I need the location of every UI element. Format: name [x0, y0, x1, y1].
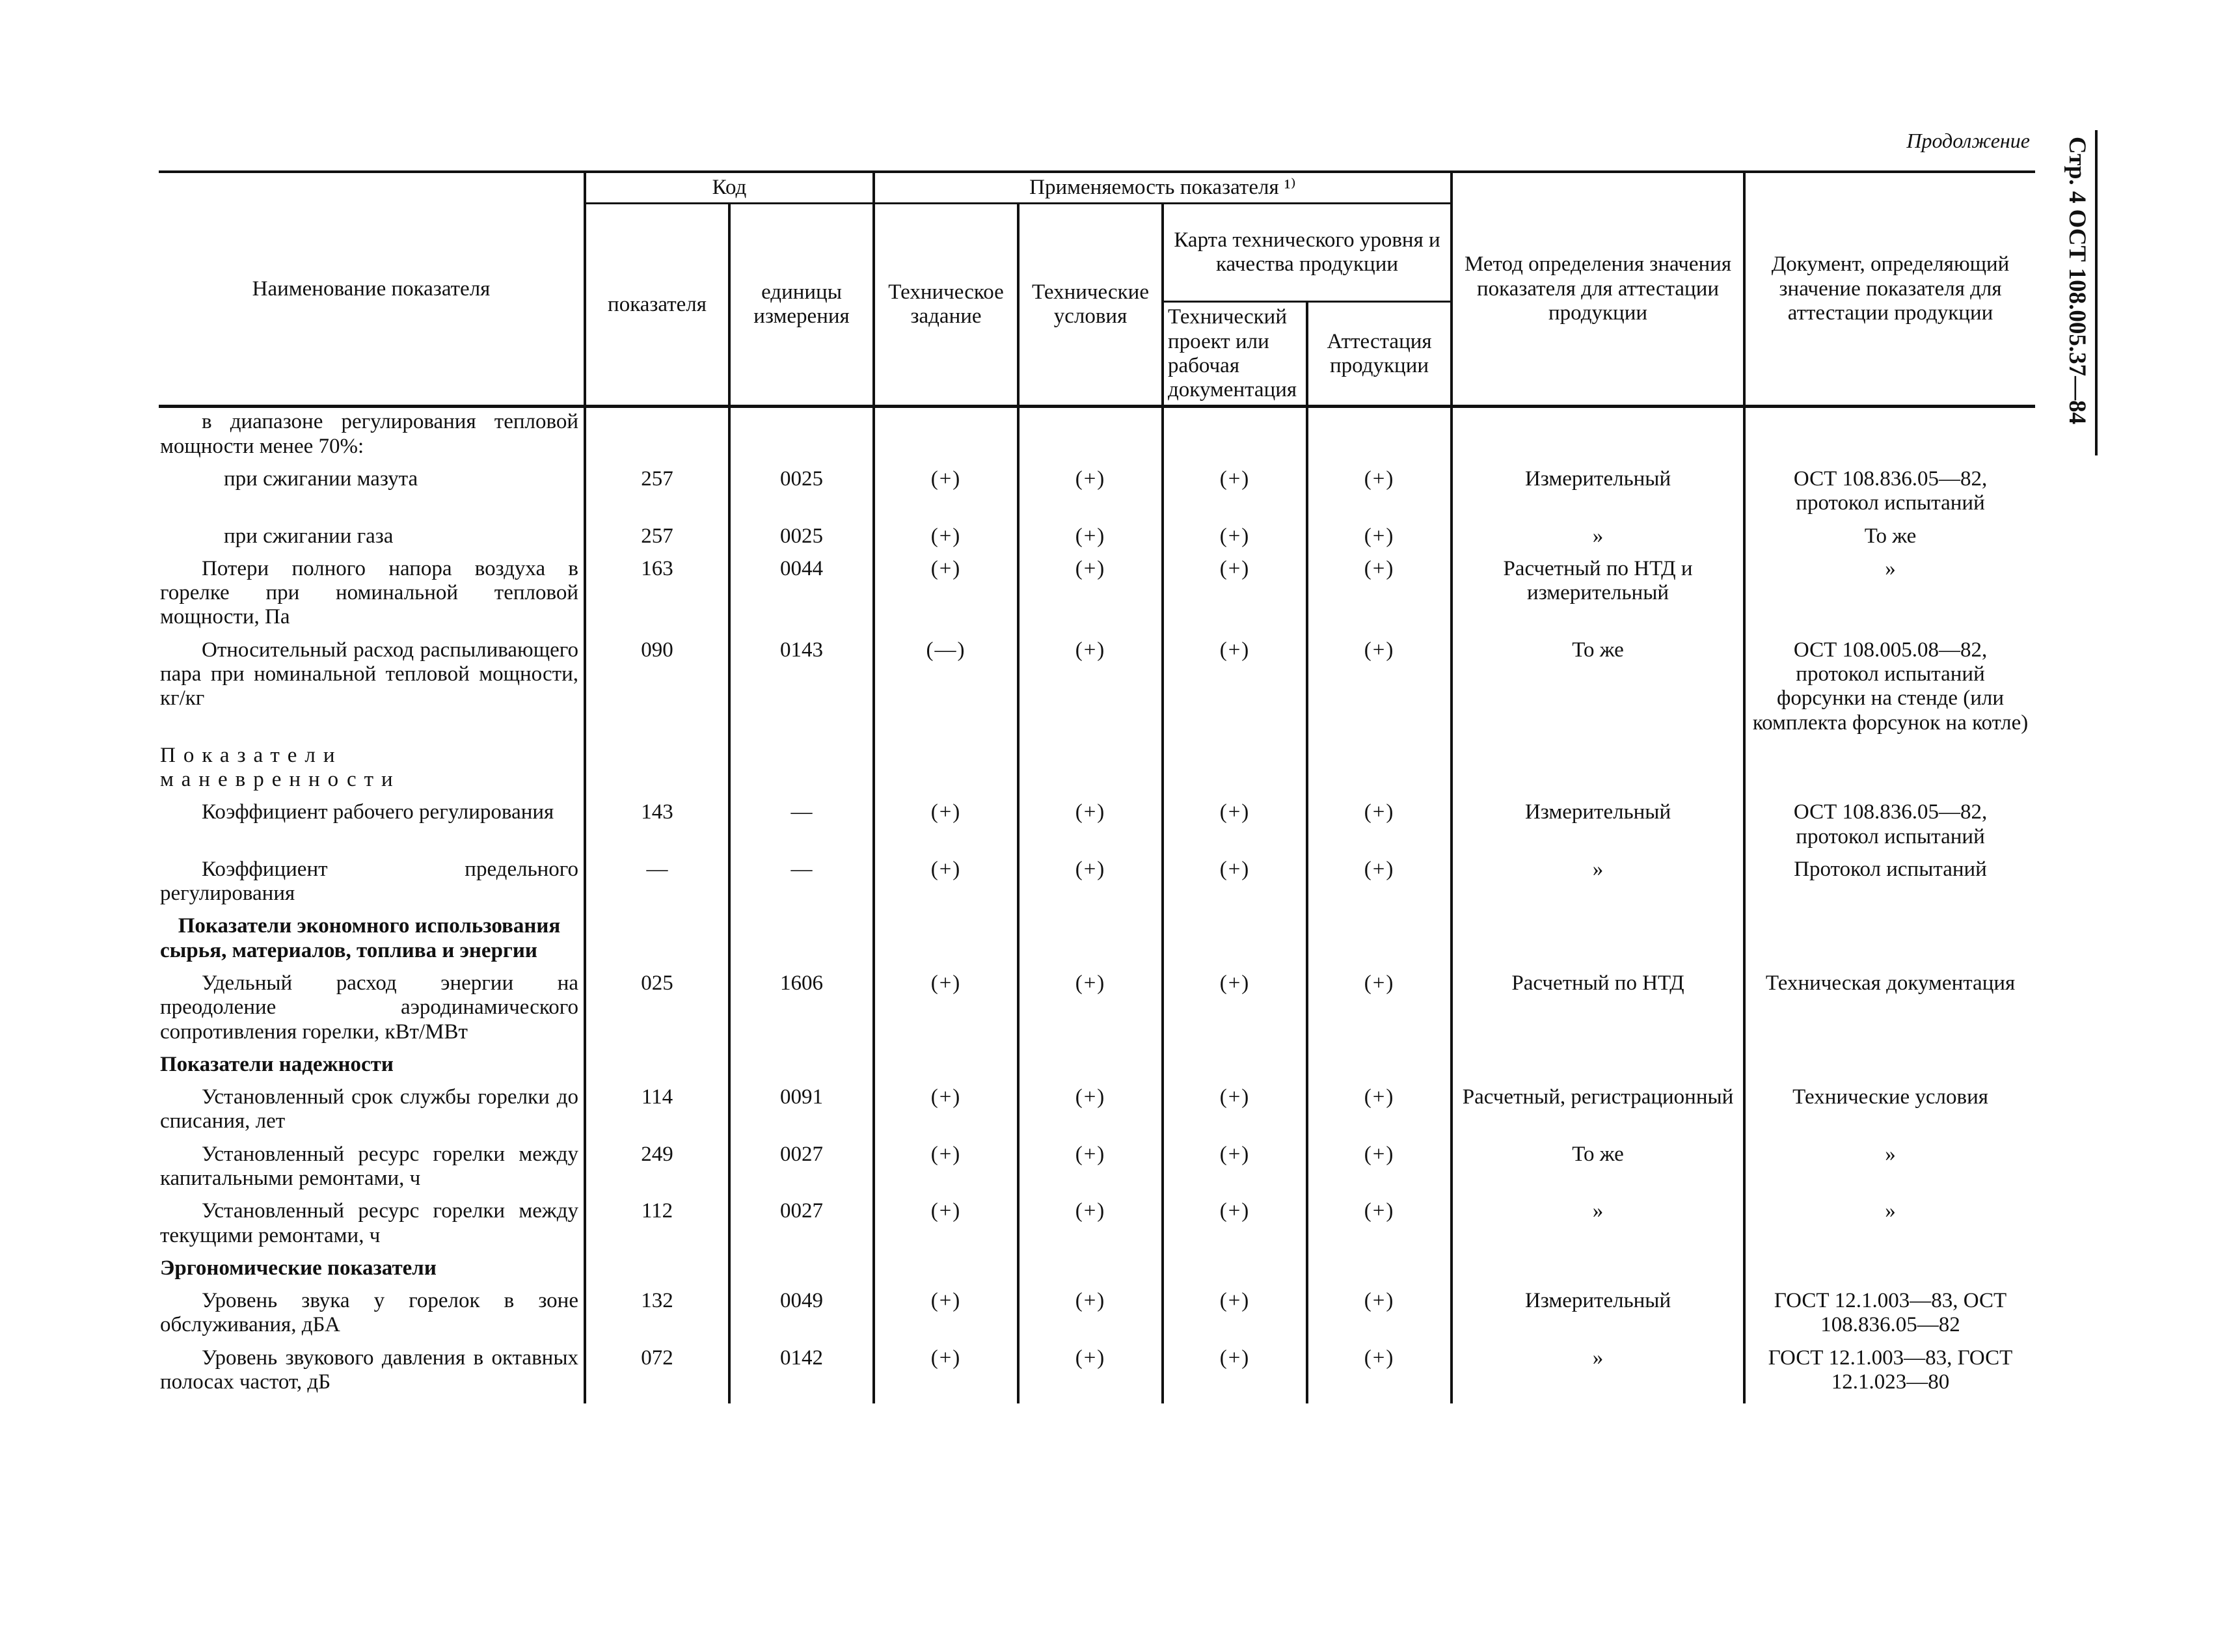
tech-task-cell: [874, 407, 1018, 461]
document-cell: ГОСТ 12.1.003—83, ОСТ 108.836.05—82: [1744, 1282, 2035, 1340]
section-row: [159, 1250, 2035, 1282]
code-unit-cell: [729, 1250, 874, 1282]
code-unit-cell: 0142: [729, 1340, 874, 1404]
document-cell: Техническая документация: [1744, 965, 2035, 1046]
header-card: Карта технического уровня и качества продукции: [1163, 204, 1452, 302]
tech-conditions-cell: (+): [1018, 965, 1163, 1046]
tech-task-cell: [874, 1250, 1018, 1282]
table-row: [159, 1340, 2035, 1404]
tech-conditions-cell: (+): [1018, 1136, 1163, 1193]
card-project-cell: (+): [1163, 1079, 1307, 1136]
card-attestation-cell: (+): [1307, 461, 1452, 518]
method-cell: Измерительный: [1452, 461, 1744, 518]
indicator-table-container: [159, 170, 2035, 1403]
method-cell: [1452, 1046, 1744, 1079]
card-project-cell: (+): [1163, 1193, 1307, 1250]
code-unit-cell: [729, 1046, 874, 1079]
table-row: [159, 632, 2035, 737]
tech-conditions-cell: (+): [1018, 518, 1163, 550]
section-title: Показатели экономного использования сырья, материалов, топлива и энергии: [160, 914, 561, 962]
card-project-cell: (+): [1163, 1282, 1307, 1340]
table-row: [159, 1282, 2035, 1340]
table-row: [159, 1193, 2035, 1250]
header-card-project: Технический проект или рабочая документация: [1163, 302, 1307, 407]
card-project-cell: (+): [1163, 1136, 1307, 1193]
card-attestation-cell: (+): [1307, 1282, 1452, 1340]
indicator-name: Установленный срок службы горелки до списания, лет: [160, 1085, 578, 1133]
code-indicator-cell: 072: [585, 1340, 729, 1404]
card-attestation-cell: (+): [1307, 632, 1452, 737]
code-unit-cell: 0091: [729, 1079, 874, 1136]
code-unit-cell: [729, 908, 874, 965]
method-cell: Расчетный по НТД: [1452, 965, 1744, 1046]
table-row: [159, 1136, 2035, 1193]
table-row: [159, 794, 2035, 851]
tech-task-cell: (+): [874, 461, 1018, 518]
code-unit-cell: 0027: [729, 1193, 874, 1250]
code-indicator-cell: 163: [585, 550, 729, 632]
code-unit-cell: 0049: [729, 1282, 874, 1340]
section-title: Показатели надежности: [160, 1052, 394, 1076]
code-unit-cell: [729, 407, 874, 461]
method-cell: [1452, 1250, 1744, 1282]
card-project-cell: [1163, 737, 1307, 794]
header-method: Метод определения значения показателя для аттестации продукции: [1452, 172, 1744, 407]
table-row: [159, 407, 2035, 461]
code-indicator-cell: 257: [585, 461, 729, 518]
tech-conditions-cell: (+): [1018, 851, 1163, 908]
tech-conditions-cell: [1018, 737, 1163, 794]
code-indicator-cell: 249: [585, 1136, 729, 1193]
tech-conditions-cell: (+): [1018, 1079, 1163, 1136]
document-cell: [1744, 1046, 2035, 1079]
header-document: Документ, определяющий значение показателя для аттестации продукции: [1744, 172, 2035, 407]
side-page-header: Стр. 4 ОСТ 108.005.37—84: [2064, 137, 2090, 425]
code-indicator-cell: [585, 1250, 729, 1282]
tech-conditions-cell: (+): [1018, 550, 1163, 632]
method-cell: Расчетный, регистрационный: [1452, 1079, 1744, 1136]
tech-conditions-cell: (+): [1018, 1282, 1163, 1340]
document-cell: Протокол испытаний: [1744, 851, 2035, 908]
code-indicator-cell: —: [585, 851, 729, 908]
tech-task-cell: (+): [874, 851, 1018, 908]
indicator-name: Коэффициент предельного регулирования: [160, 857, 578, 906]
card-project-cell: (+): [1163, 632, 1307, 737]
card-attestation-cell: [1307, 1250, 1452, 1282]
header-name: Наименование показателя: [159, 172, 585, 407]
card-attestation-cell: [1307, 737, 1452, 794]
table-row: [159, 518, 2035, 550]
header-code: Код: [585, 172, 874, 204]
code-unit-cell: 0143: [729, 632, 874, 737]
document-cell: »: [1744, 550, 2035, 632]
method-cell: [1452, 737, 1744, 794]
table-row: [159, 965, 2035, 1046]
indicator-name: Уровень звукового давления в октавных полосах частот, дБ: [160, 1346, 578, 1394]
document-cell: То же: [1744, 518, 2035, 550]
tech-task-cell: (+): [874, 1340, 1018, 1404]
card-project-cell: [1163, 1046, 1307, 1079]
tech-task-cell: (+): [874, 1136, 1018, 1193]
method-cell: [1452, 908, 1744, 965]
code-unit-cell: [729, 737, 874, 794]
header-applicability: Применяемость показателя ¹⁾: [874, 172, 1452, 204]
method-cell: То же: [1452, 632, 1744, 737]
card-attestation-cell: (+): [1307, 518, 1452, 550]
header-tech-conditions: Технические условия: [1018, 204, 1163, 407]
indicator-name: Потери полного напора воздуха в горелке при номинальной тепловой мощности, Па: [160, 556, 578, 629]
code-unit-cell: 0025: [729, 461, 874, 518]
method-cell: »: [1452, 851, 1744, 908]
card-attestation-cell: [1307, 407, 1452, 461]
code-unit-cell: —: [729, 794, 874, 851]
header-card-attestation: Аттестация продукции: [1307, 302, 1452, 407]
section-row: [159, 737, 2035, 794]
card-attestation-cell: (+): [1307, 965, 1452, 1046]
tech-conditions-cell: [1018, 407, 1163, 461]
indicator-table: [159, 170, 2035, 1403]
card-attestation-cell: (+): [1307, 1079, 1452, 1136]
indicator-name: при сжигании мазута: [224, 467, 418, 491]
tech-task-cell: [874, 1046, 1018, 1079]
card-project-cell: (+): [1163, 965, 1307, 1046]
table-header: [159, 172, 2035, 407]
card-attestation-cell: (+): [1307, 1193, 1452, 1250]
method-cell: То же: [1452, 1136, 1744, 1193]
method-cell: Расчетный по НТД и измерительный: [1452, 550, 1744, 632]
indicator-name: Коэффициент рабочего регулирования: [202, 800, 554, 824]
method-cell: [1452, 407, 1744, 461]
code-indicator-cell: 112: [585, 1193, 729, 1250]
table-row: [159, 1079, 2035, 1136]
card-project-cell: (+): [1163, 851, 1307, 908]
document-cell: Технические условия: [1744, 1079, 2035, 1136]
method-cell: »: [1452, 1193, 1744, 1250]
tech-task-cell: [874, 908, 1018, 965]
tech-task-cell: (+): [874, 550, 1018, 632]
document-cell: ГОСТ 12.1.003—83, ГОСТ 12.1.023—80: [1744, 1340, 2035, 1404]
code-unit-cell: 1606: [729, 965, 874, 1046]
card-attestation-cell: [1307, 908, 1452, 965]
indicator-name: в диапазоне регулирования тепловой мощности менее 70%:: [160, 410, 578, 458]
method-cell: Измерительный: [1452, 794, 1744, 851]
document-cell: »: [1744, 1136, 2035, 1193]
document-cell: [1744, 908, 2035, 965]
document-cell: [1744, 737, 2035, 794]
indicator-name: Относительный расход распыливающего пара при номинальной тепловой мощности, кг/кг: [160, 638, 578, 711]
card-attestation-cell: (+): [1307, 794, 1452, 851]
section-row: [159, 1046, 2035, 1079]
document-cell: »: [1744, 1193, 2035, 1250]
table-row: [159, 851, 2035, 908]
card-project-cell: (+): [1163, 550, 1307, 632]
code-unit-cell: 0044: [729, 550, 874, 632]
code-indicator-cell: 132: [585, 1282, 729, 1340]
tech-task-cell: (+): [874, 1193, 1018, 1250]
indicator-name: Установленный ресурс горелки между текущими ремонтами, ч: [160, 1199, 578, 1247]
card-project-cell: (+): [1163, 518, 1307, 550]
header-code-unit: единицы измерения: [729, 204, 874, 407]
indicator-name: Установленный ресурс горелки между капитальными ремонтами, ч: [160, 1142, 578, 1190]
card-attestation-cell: [1307, 1046, 1452, 1079]
header-code-indicator: показателя: [585, 204, 729, 407]
indicator-name: при сжигании газа: [224, 524, 394, 548]
header-tech-task: Техническое задание: [874, 204, 1018, 407]
method-cell: »: [1452, 518, 1744, 550]
section-row: [159, 908, 2035, 965]
code-indicator-cell: 257: [585, 518, 729, 550]
section-title: Показатели маневренности: [160, 743, 401, 792]
card-attestation-cell: (+): [1307, 1340, 1452, 1404]
method-cell: Измерительный: [1452, 1282, 1744, 1340]
tech-conditions-cell: (+): [1018, 794, 1163, 851]
code-unit-cell: 0025: [729, 518, 874, 550]
table-body: [159, 407, 2035, 1403]
continuation-label: Продолжение: [1906, 129, 2030, 152]
code-unit-cell: 0027: [729, 1136, 874, 1193]
card-attestation-cell: (+): [1307, 851, 1452, 908]
code-unit-cell: —: [729, 851, 874, 908]
document-cell: [1744, 1250, 2035, 1282]
document-cell: ОСТ 108.836.05—82, протокол испытаний: [1744, 461, 2035, 518]
tech-task-cell: (—): [874, 632, 1018, 737]
card-project-cell: (+): [1163, 461, 1307, 518]
indicator-name: Удельный расход энергии на преодоление аэродинамического сопротивления горелки, кВт/МВт: [160, 971, 578, 1044]
indicator-name: Уровень звука у горелок в зоне обслуживания, дБА: [160, 1289, 578, 1337]
code-indicator-cell: 090: [585, 632, 729, 737]
section-title: Эргономические показатели: [160, 1256, 437, 1280]
card-attestation-cell: (+): [1307, 550, 1452, 632]
method-cell: »: [1452, 1340, 1744, 1404]
card-project-cell: [1163, 407, 1307, 461]
card-attestation-cell: (+): [1307, 1136, 1452, 1193]
table-row: [159, 550, 2035, 632]
tech-task-cell: (+): [874, 794, 1018, 851]
code-indicator-cell: [585, 737, 729, 794]
table-row: [159, 461, 2035, 518]
tech-conditions-cell: [1018, 908, 1163, 965]
tech-conditions-cell: [1018, 1046, 1163, 1079]
tech-task-cell: [874, 737, 1018, 794]
code-indicator-cell: [585, 407, 729, 461]
code-indicator-cell: 025: [585, 965, 729, 1046]
code-indicator-cell: 143: [585, 794, 729, 851]
tech-task-cell: (+): [874, 1079, 1018, 1136]
document-cell: [1744, 407, 2035, 461]
tech-task-cell: (+): [874, 518, 1018, 550]
tech-conditions-cell: (+): [1018, 1193, 1163, 1250]
card-project-cell: (+): [1163, 1340, 1307, 1404]
document-cell: ОСТ 108.005.08—82, протокол испытаний форсунки на стенде (или комплекта форсунок на котле): [1744, 632, 2035, 737]
tech-conditions-cell: (+): [1018, 461, 1163, 518]
tech-task-cell: (+): [874, 1282, 1018, 1340]
tech-conditions-cell: (+): [1018, 632, 1163, 737]
code-indicator-cell: [585, 1046, 729, 1079]
card-project-cell: [1163, 1250, 1307, 1282]
code-indicator-cell: 114: [585, 1079, 729, 1136]
card-project-cell: [1163, 908, 1307, 965]
tech-task-cell: (+): [874, 965, 1018, 1046]
document-cell: ОСТ 108.836.05—82, протокол испытаний: [1744, 794, 2035, 851]
tech-conditions-cell: [1018, 1250, 1163, 1282]
tech-conditions-cell: (+): [1018, 1340, 1163, 1404]
code-indicator-cell: [585, 908, 729, 965]
card-project-cell: (+): [1163, 794, 1307, 851]
